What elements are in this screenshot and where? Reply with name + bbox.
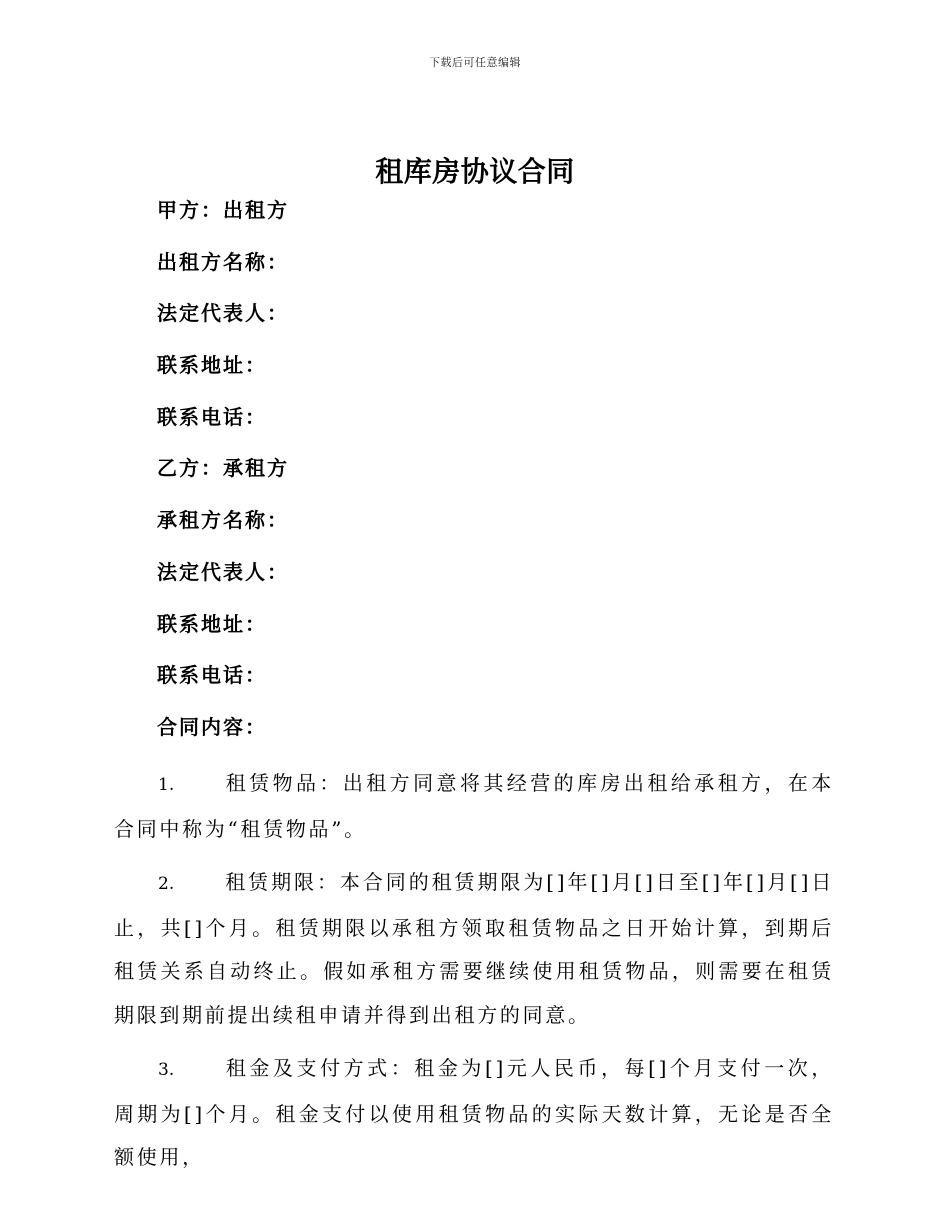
clause-3	[114, 1047, 834, 1180]
lessor-name-field: 出租方名称：	[157, 249, 289, 274]
lessor-phone-field: 联系电话：	[157, 404, 267, 429]
party-fields-list	[157, 196, 289, 765]
party-a-heading: 甲方：出租方	[157, 198, 289, 222]
lessor-address-field: 联系地址：	[157, 353, 267, 378]
lessee-name-field: 承租方名称：	[157, 508, 289, 533]
page-header-note: 下载后可任意编辑	[429, 56, 521, 69]
clause-text: 租赁物品：出租方同意将其经营的库房出租给承租方，在本合同中称为“租赁物品”。	[114, 771, 834, 841]
contract-content-heading: 合同内容：	[157, 714, 267, 739]
clause-1	[114, 762, 834, 851]
lessee-phone-field: 联系电话：	[157, 663, 267, 688]
document-title: 租库房协议合同	[375, 155, 575, 188]
clause-text: 租赁期限：本合同的租赁期限为[]年[]月[]日至[]年[]月[]日止，共[]个月。租赁期限以承租方领取租赁物品之日开始计算，到期后租赁关系自动终止。假如承租方需要继续使用租赁物品，则需要在租赁期限到期前提出续租申请并得到出租方的同意。	[114, 870, 834, 1027]
lessee-legal-rep-field: 法定代表人：	[157, 559, 289, 584]
party-b-heading: 乙方：承租方	[157, 456, 289, 481]
clause-number: 2.	[158, 874, 175, 894]
lessor-legal-rep-field: 法定代表人：	[157, 301, 289, 326]
clause-text: 租金及支付方式：租金为[]元人民币，每[]个月支付一次，周期为[]个月。租金支付以使用租赁物品的实际天数计算，无论是否全额使用，	[114, 1056, 834, 1169]
clause-number: 1.	[158, 775, 175, 795]
contract-clauses	[114, 762, 834, 1190]
lessee-address-field: 联系地址：	[157, 611, 267, 636]
clause-number: 3.	[158, 1060, 175, 1080]
clause-2	[114, 861, 834, 1037]
